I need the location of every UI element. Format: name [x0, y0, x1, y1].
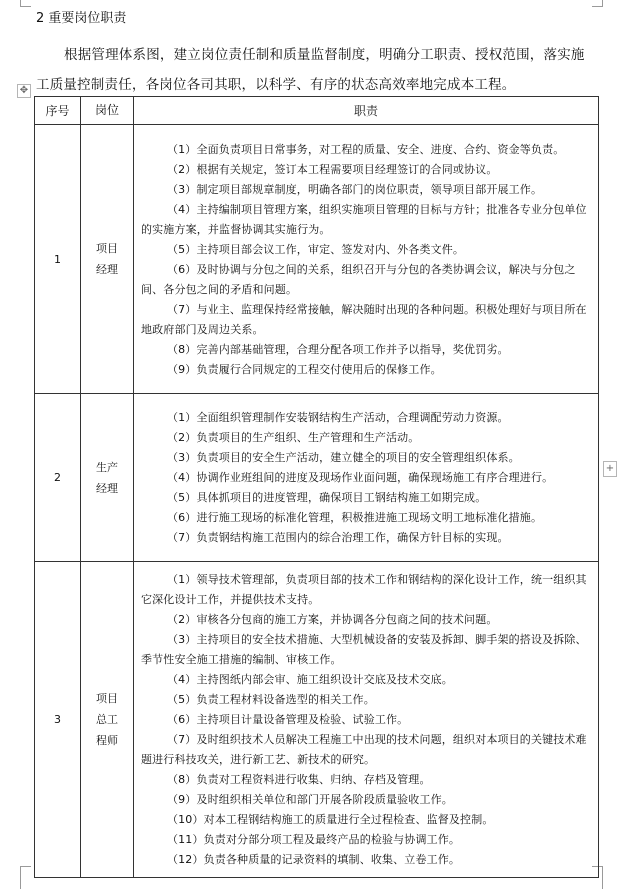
header-no: 序号	[35, 97, 81, 125]
duty-item: （6）主持项目计量设备管理及检验、试验工作。	[167, 713, 409, 726]
row-number: 1	[35, 125, 81, 394]
move-icon[interactable]: ✥	[17, 84, 31, 98]
duty-item: （12）负责各种质量的记录资料的填制、收集、立卷工作。	[167, 853, 461, 866]
duty-item: （4）主持编制项目管理方案，组织实施项目管理的目标与方针；批准各专业分包单位的实施方案，并监督协调其实施行为。	[141, 202, 587, 236]
position-cell	[81, 125, 134, 394]
position-name-part: 总工	[96, 713, 118, 726]
duty-item: （8）负责对工程资料进行收集、归纳、存档及管理。	[167, 773, 431, 786]
table-header-row	[35, 97, 599, 125]
position-name-part: 项目	[96, 692, 118, 705]
duty-item: （2）负责项目的生产组织、生产管理和生产活动。	[167, 431, 420, 444]
row-number: 2	[35, 394, 81, 562]
duty-item: （1）全面负责项目日常事务，对工程的质量、安全、进度、合约、资金等负责。	[167, 142, 565, 156]
duty-item: （3）主持项目的安全技术措施、大型机械设备的安装及拆卸、脚手架的搭设及拆除、季节性安全施工措施的编制、审核工作。	[141, 633, 587, 666]
table-row	[35, 394, 599, 562]
duty-item: （2）审核各分包商的施工方案，并协调各分包商之间的技术问题。	[167, 613, 498, 626]
duty-item: （10）对本工程钢结构施工的质量进行全过程检查、监督及控制。	[167, 813, 494, 826]
crop-mark-top-right	[592, 0, 603, 7]
duty-item: （7）与业主、监理保持经常接触，解决随时出现的各种问题。积极处理好与项目所在地政府部门及周边关系。	[141, 302, 587, 336]
duty-item: （1）领导技术管理部，负责项目部的技术工作和钢结构的深化设计工作，统一组织其它深化设计工作，并提供技术支持。	[141, 573, 587, 606]
header-duties: 职责	[134, 97, 599, 125]
table-row	[35, 562, 599, 878]
duty-item: （2）根据有关规定，签订本工程需要项目经理签订的合同或协议。	[167, 162, 498, 176]
table-row	[35, 125, 599, 394]
section-heading: 2 重要岗位职责	[36, 11, 127, 26]
position-cell	[81, 394, 134, 562]
duty-item: （7）及时组织技术人员解决工程施工中出现的技术问题，组织对本项目的关键技术难题进行科技攻关，进行新工艺、新技术的研究。	[141, 733, 587, 766]
duty-item: （8）完善内部基础管理，合理分配各项工作并予以指导，奖优罚劣。	[167, 342, 509, 356]
duty-item: （9）负责履行合同规定的工程交付使用后的保修工作。	[167, 362, 442, 376]
position-name-part: 项目	[96, 242, 118, 255]
header-position: 岗位	[81, 97, 134, 125]
duty-item: （7）负责钢结构施工范围内的综合治理工作，确保方针目标的实现。	[167, 531, 509, 544]
duty-item: （6）及时协调与分包之间的关系，组织召开与分包的各类协调会议，解决与分包之间、各分包之间的矛盾和问题。	[141, 262, 576, 296]
position-name-part: 经理	[96, 263, 118, 276]
position-name-part: 程师	[96, 734, 118, 747]
duty-item: （11）负责对分部分项工程及最终产品的检验与协调工作。	[167, 833, 461, 846]
duty-item: （5）负责工程材料设备选型的相关工作。	[167, 693, 375, 706]
duty-item: （6）进行施工现场的标准化管理，积极推进施工现场文明工地标准化措施。	[167, 511, 543, 524]
crop-mark-bottom-left	[20, 866, 31, 889]
duties-cell	[134, 125, 599, 394]
duty-item: （3）制定项目部规章制度，明确各部门的岗位职责，领导项目部开展工作。	[167, 182, 543, 196]
duty-item: （4）协调作业班组间的进度及现场作业面问题，确保现场施工有序合理进行。	[167, 471, 554, 484]
duty-item: （5）主持项目部会议工作，审定、签发对内、外各类文件。	[167, 242, 465, 256]
position-name-part: 经理	[96, 481, 118, 495]
plus-icon[interactable]: +	[603, 461, 617, 477]
duty-item: （5）具体抓项目的进度管理，确保项目工钢结构施工如期完成。	[167, 491, 487, 504]
duties-cell	[134, 394, 599, 562]
duty-item: （1）全面组织管理制作安装钢结构生产活动，合理调配劳动力资源。	[167, 411, 509, 424]
row-number: 3	[35, 562, 81, 878]
position-name-part: 生产	[96, 460, 118, 474]
duty-item: （3）负责项目的安全生产活动，建立健全的项目的安全管理组织体系。	[167, 451, 520, 464]
intro-paragraph: 根据管理体系图，建立岗位责任制和质量监督制度，明确分工职责、授权范围，落实施工质量控制责任，各岗位各司其职，以科学、有序的状态高效率地完成本工程。	[36, 47, 585, 93]
position-cell	[81, 562, 134, 878]
duty-item: （9）及时组织相关单位和部门开展各阶段质量验收工作。	[167, 793, 453, 806]
crop-mark-top-left	[20, 0, 31, 7]
duty-item: （4）主持图纸内部会审、施工组织设计交底及技术交底。	[167, 673, 453, 686]
duties-table	[34, 96, 599, 878]
duties-cell	[134, 562, 599, 878]
